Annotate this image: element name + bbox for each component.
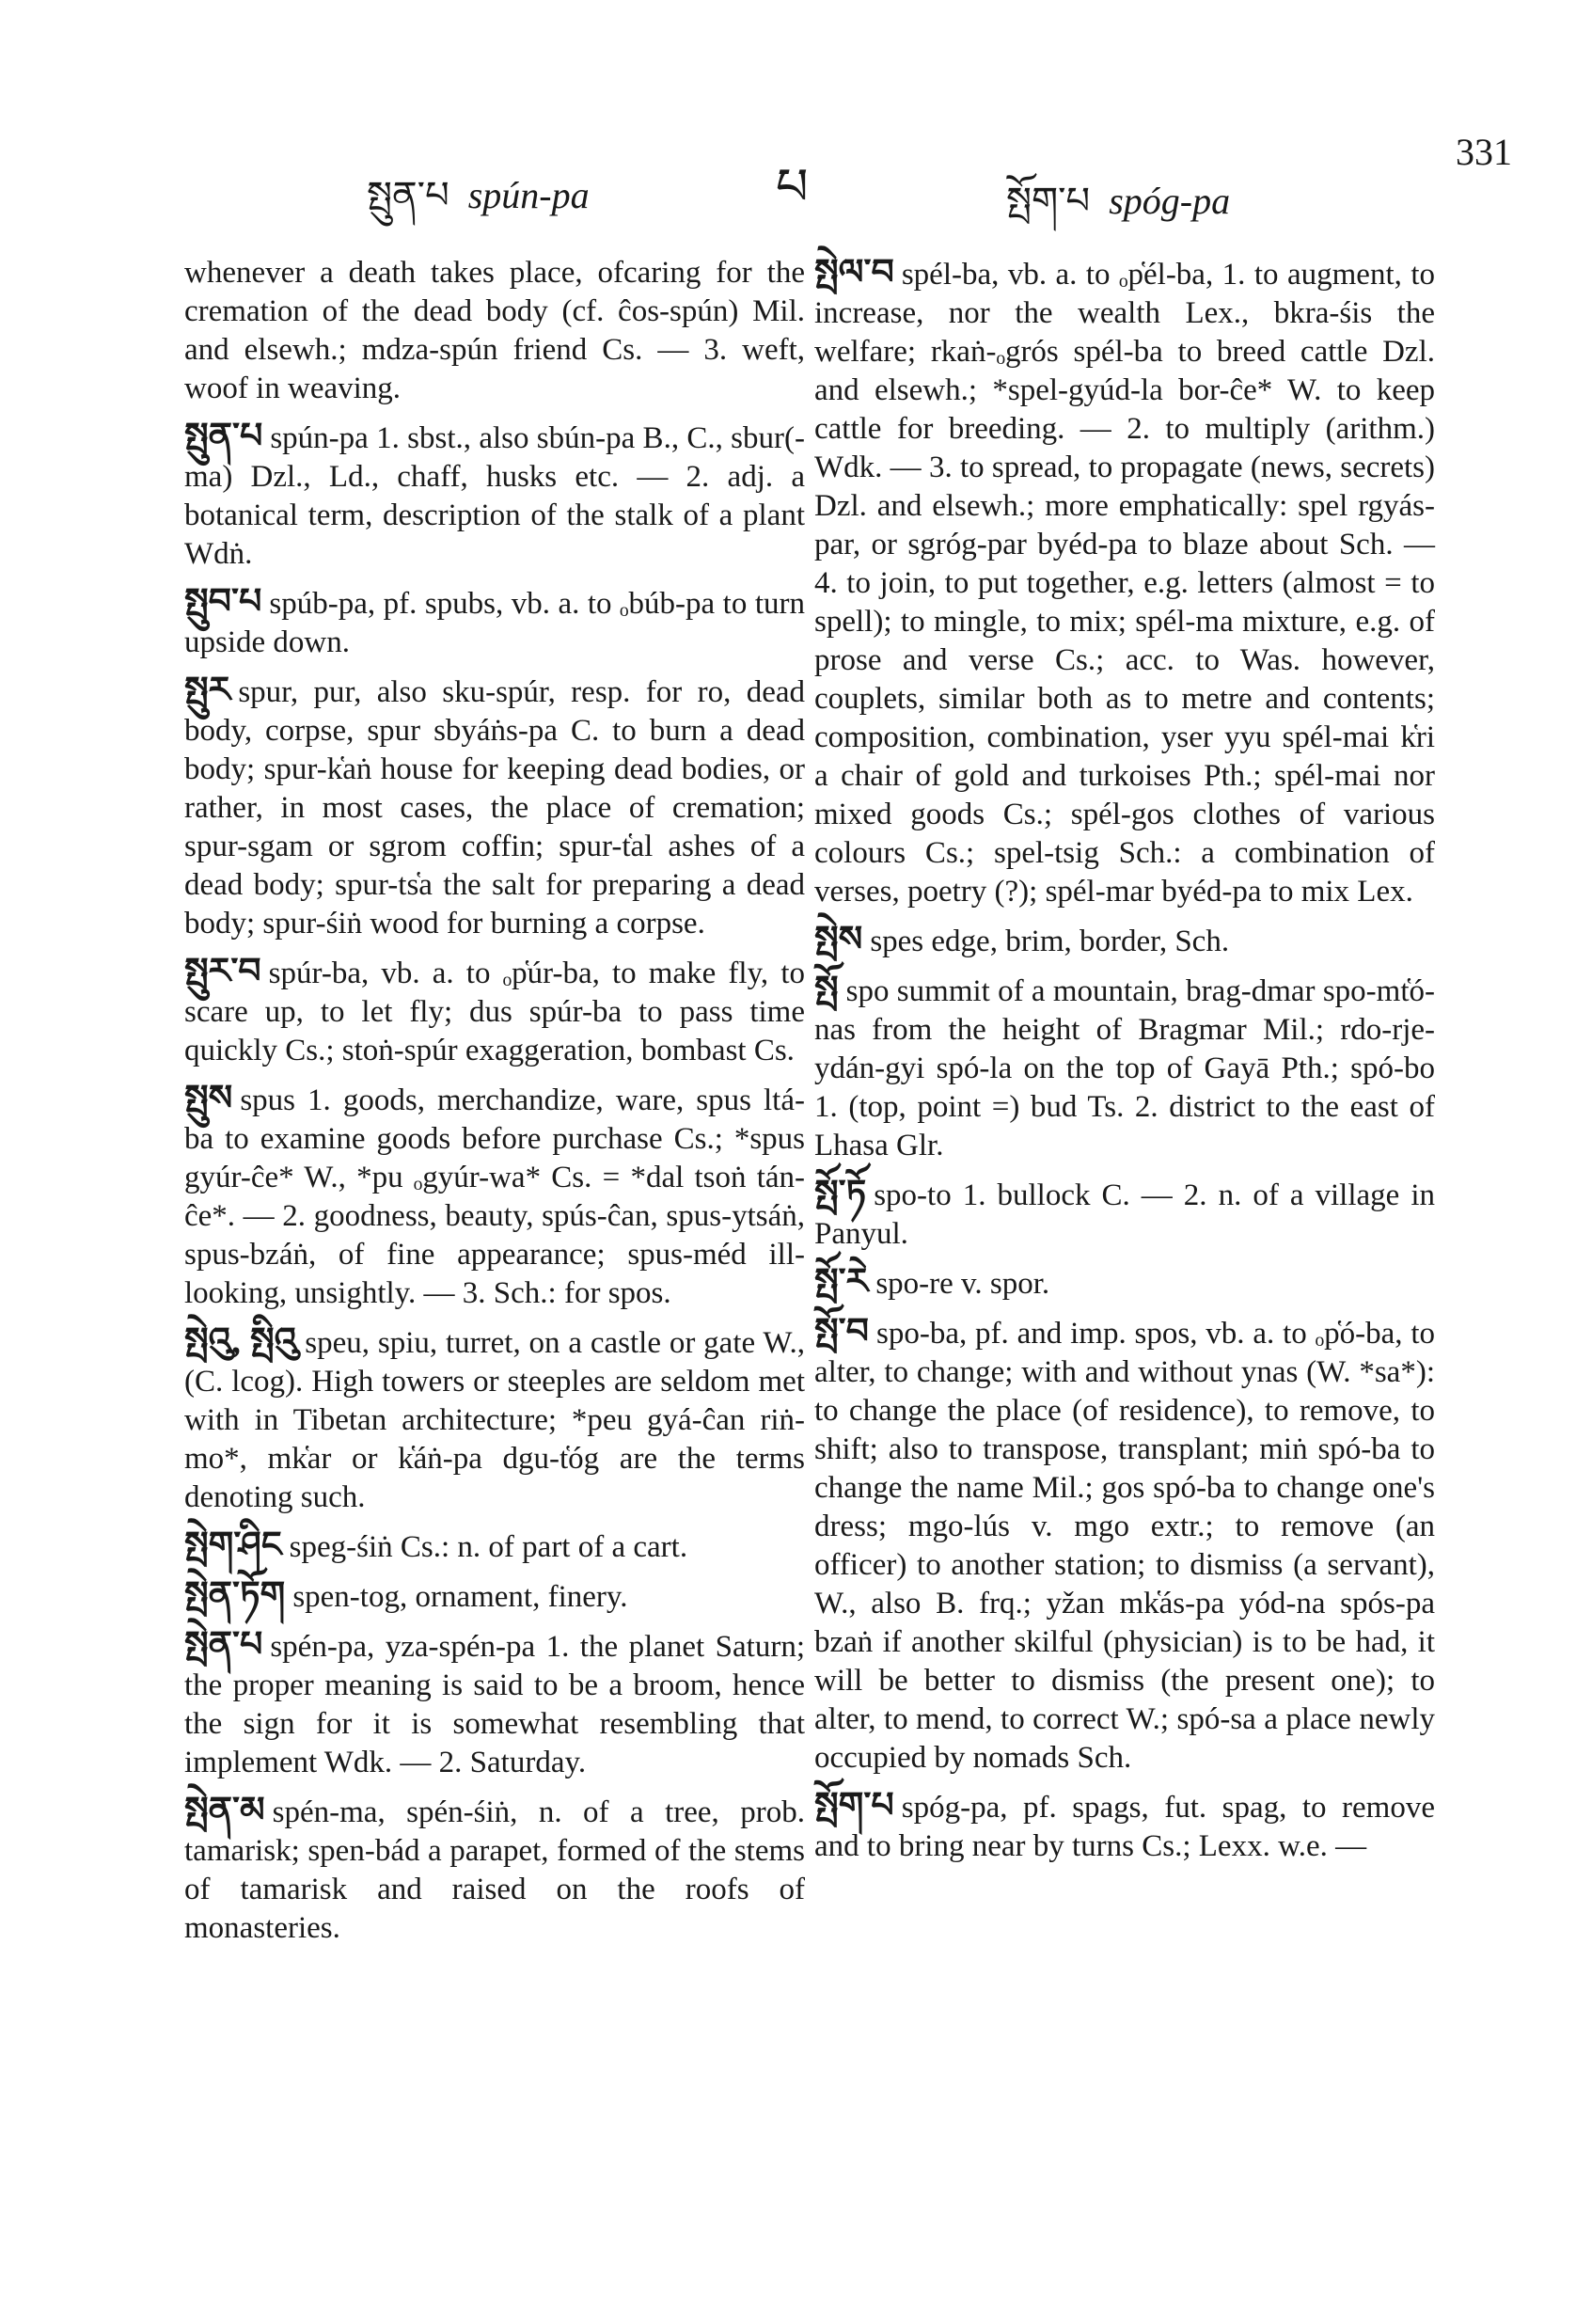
dictionary-entry (184, 418, 805, 574)
entry-headword: སྤུན་པ (184, 417, 263, 456)
running-head-left-tibetan: སྤུན་པ (367, 174, 449, 216)
page-number: 331 (1456, 131, 1512, 173)
dictionary-entry (184, 1322, 805, 1517)
section-letter (776, 130, 818, 273)
right-column (814, 254, 1435, 1875)
entry-text: spúr-ba, vb. a. to ₒp̔úr-ba, to make fly, to scare up, to let fly; dus spúr-ba to pass time quickly Cs.; stoṅ-spúr exaggeration, bombast Cs. (184, 956, 805, 1067)
entry-headword: སྤེག་ཤིང (184, 1526, 282, 1565)
running-head-right (1006, 158, 1230, 264)
dictionary-entry (814, 1787, 1435, 1866)
entry-text: speg-śiṅ Cs.: n. of part of a cart. (289, 1530, 688, 1564)
dictionary-entry (184, 1626, 805, 1782)
continuation-text: whenever a death takes place, ofcaring for the cremation of the dead body (cf. ĉos-spún) Mil. and elsewh.; mdza-spún friend Cs. — 3. weft, woof in weaving. (184, 256, 805, 405)
entry-headword: སྤེན་པ (184, 1625, 263, 1665)
entry-headword: སྤུས (184, 1079, 233, 1118)
entry-headword: སྤེན་མ (184, 1791, 265, 1830)
dictionary-entry (814, 254, 1435, 911)
running-head-right-tibetan: སྤོག་པ (1006, 180, 1091, 222)
entry-headword: སྤེས (814, 920, 863, 959)
entry-headword: སྤེལ་བ (814, 253, 894, 292)
entry-headword: སྤུབ་པ (184, 582, 262, 622)
entry-headword: སྤེའུ, སྤིའུ (184, 1321, 298, 1361)
entry-text: speu, spiu, turret, on a castle or gate W., (C. lcog). High towers or steeples are seldom met with in Tibetan architecture; *peu gyá-ĉan riṅ-mo*, mk̔ar or k̔áṅ-pa dgu-t̔óg are the terms denoting such. (184, 1326, 805, 1514)
entry-headword: སྤོ་རེ (814, 1262, 869, 1302)
entry-text: spur, pur, also sku-spúr, resp. for ro, dead body, corpse, spur sbyáṅs-pa C. to burn a dead body; spur-k̔aṅ house for keeping dead bodies, or rather, in most cases, the place of cremation; spur-sgam or sgrom coffin; spur-t̔al ashes of a dead body; spur-ts̔a the salt for preparing a dead body; spur-śiṅ wood for burning a corpse. (184, 675, 805, 941)
entry-text: spén-pa, yza-spén-pa 1. the planet Saturn; the proper meaning is said to be a broom, hence the sign for it is somewhat resembling that implement Wdk. — 2. Saturday. (184, 1630, 805, 1779)
dictionary-entry (184, 1576, 805, 1617)
entry-text: spo-re v. spor. (875, 1267, 1050, 1301)
dictionary-entry (184, 672, 805, 943)
dictionary-entry (184, 953, 805, 1070)
entry-headword: སྤོ་བ (814, 1312, 869, 1352)
entry-headword: སྤུར (184, 671, 231, 710)
entry-headword: སྤུར་བ (184, 952, 261, 991)
section-letter-tibetan: པ (776, 159, 809, 215)
entry-text: spóg-pa, pf. spags, fut. spag, to remove and to bring near by turns Cs.; Lexx. w.e. — (814, 1791, 1435, 1863)
entry-text: spo-to 1. bullock C. — 2. n. of a village in Panyul. (814, 1178, 1435, 1251)
entry-text: spúb-pa, pf. spubs, vb. a. to ₒbúb-pa to turn upside down. (184, 587, 805, 659)
entry-text: spo summit of a mountain, brag-dmar spo-mt̔ó-nas from the height of Bragmar Mil.; rdo-rje-ydán-gyi spó-la on the top of Gayā Pth.; spó-bo 1. (top, point =) bud Ts. 2. district to the east of Lhasa Glr. (814, 974, 1435, 1162)
dictionary-entry (814, 1175, 1435, 1254)
entry-headword: སྤོ་ཏོ (814, 1174, 867, 1213)
entry-text: spél-ba, vb. a. to ₒp̔él-ba, 1. to augment, to increase, nor the wealth Lex., bkra-śis the welfare; rkaṅ-ₒgrós spél-ba to breed cattle Dzl. and elsewh.; *spel-gyúd-la bor-ĉe* W. to keep cattle for breeding. — 2. to multiply (arithm.) Wdk. — 3. to spread, to propagate (news, secrets) Dzl. and elsewh.; more emphatically: spel rgyás-par, or sgróg-par byéd-pa to blaze about Sch. — 4. to join, to put together, e.g. letters (almost = to spell); to mingle, to mix; spél-ma mixture, e.g. of prose and verse Cs.; acc. to Was. however, couplets, similar both as to metre and contents; composition, combination, yser yyu spél-mai k̔ri a chair of gold and turkoises Pth.; spél-mai nor mixed goods Cs.; spél-gos clothes of various colours Cs.; spel-tsig Sch.: a combination of verses, poetry (?); spél-mar byéd-pa to mix Lex. (814, 258, 1435, 909)
dictionary-entry (814, 1263, 1435, 1304)
entry-headword: སྤེན་ཏོག (184, 1575, 286, 1615)
entry-text: spus 1. goods, merchandize, ware, spus ltá-ba to examine goods before purchase Cs.; *spus gyúr-ĉe* W., *pu ₒgyúr-wa* Cs. = *dal tsoṅ tán-ĉe*. — 2. goodness, beauty, spús-ĉan, spus-ytsáṅ, spus-bzáṅ, of fine appearance; spus-méd ill-looking, unsightly. — 3. Sch.: for spos. (184, 1083, 805, 1310)
dictionary-entry (814, 1313, 1435, 1778)
entry-text: spén-ma, spén-śiṅ, n. of a tree, prob. tamarisk; spen-bád a parapet, formed of the stems of tamarisk and raised on the roofs of monasteries. (184, 1795, 805, 1945)
running-head-right-translit: spóg-pa (1109, 180, 1231, 222)
entry-text: spo-ba, pf. and imp. spos, vb. a. to ₒp̔ó-ba, to alter, to change; with and without ynas (W. *sa*): to change the place (of residence), to remove, to shift; also to transpose, transplant; miṅ spó-ba to change the name Mil.; gos spó-ba to change one's dress; mgo-lús v. mgo extr.; to remove (an officer) to another station; to dismiss (a servant), W., also B. frq.; yžan mk̔ás-pa yód-na spós-pa bzaṅ if another skilful (physician) is to be had, it will be better to dismiss (the present one); to alter, to mend, to correct W.; spó-sa a place newly occupied by nomads Sch. (814, 1317, 1435, 1775)
entry-text: spes edge, brim, border, Sch. (870, 925, 1230, 958)
dictionary-entry (184, 1792, 805, 1948)
dictionary-entry (814, 971, 1435, 1165)
dictionary-entry (184, 1526, 805, 1567)
entry-headword: སྤོ (814, 970, 839, 1009)
running-head-left (367, 152, 590, 259)
entry-text: spún-pa 1. sbst., also sbún-pa B., C., sbur(-ma) Dzl., Ld., chaff, husks etc. — 2. adj. a botanical term, description of the stalk of a plant Wdṅ. (184, 421, 805, 571)
dictionary-entry (184, 583, 805, 662)
running-head-left-translit: spún-pa (467, 174, 590, 216)
left-column (184, 254, 805, 1957)
entry-headword: སྤོག་པ (814, 1786, 894, 1826)
dictionary-entry (184, 1080, 805, 1313)
dictionary-entry (814, 921, 1435, 961)
entry-text: spen-tog, ornament, finery. (292, 1580, 628, 1614)
